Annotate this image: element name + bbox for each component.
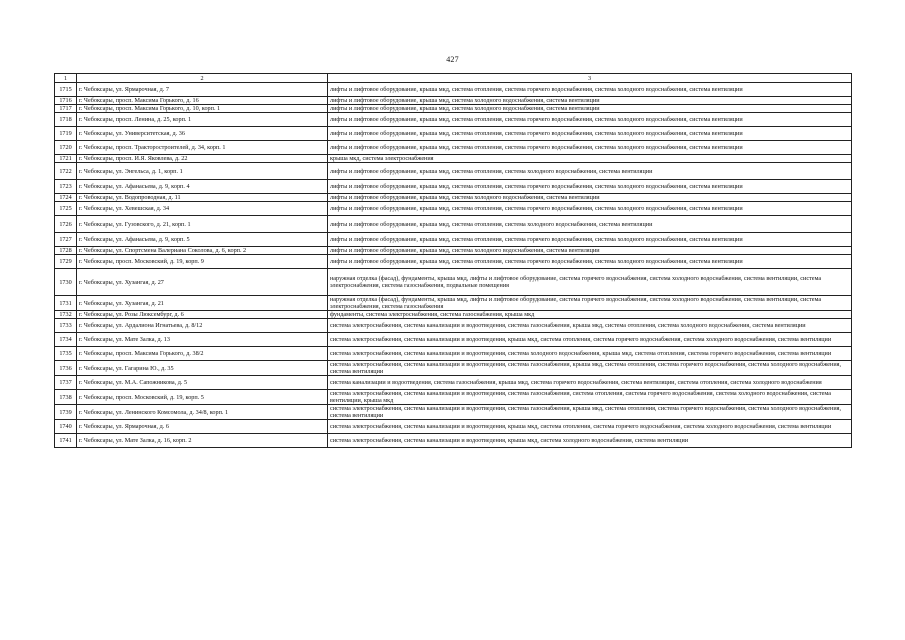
column-header-1: 1 xyxy=(55,74,77,83)
row-address: г. Чебоксары, просп. Максима Горького, д. 10, корп. 1 xyxy=(77,105,328,113)
row-number: 1722 xyxy=(55,163,77,180)
row-systems: лифты и лифтовое оборудование, крыша мкд, система отопления, система холодного водоснабжения, система вентиляции xyxy=(328,216,852,233)
table-row xyxy=(55,202,852,216)
register-table-body xyxy=(55,74,852,448)
row-systems: лифты и лифтовое оборудование, крыша мкд, система отопления, система горячего водоснабжения, система холодного водоснабжения, система вентиляции xyxy=(328,141,852,155)
row-number: 1719 xyxy=(55,127,77,141)
row-address: г. Чебоксары, ул. Ярмарочная, д. 7 xyxy=(77,83,328,97)
row-systems: крыша мкд, система электроснабжения xyxy=(328,155,852,163)
row-number: 1723 xyxy=(55,180,77,194)
table-row xyxy=(55,180,852,194)
row-systems: система электроснабжения, система канализации и водоотведения, система газоснабжения, система отопления, система горячего водоснабжения, система холодного водоснабжения, система вентиляции, крыша мкд xyxy=(328,390,852,405)
column-header-2: 2 xyxy=(77,74,328,83)
row-number: 1741 xyxy=(55,434,77,448)
row-number: 1735 xyxy=(55,347,77,361)
row-address: г. Чебоксары, ул. Розы Люксембург, д. 6 xyxy=(77,311,328,319)
table-row xyxy=(55,113,852,127)
row-systems: система электроснабжения, система канализации и водоотведения, система газоснабжения, крыша мкд, система отопления, система горячего водоснабжения, система холодного водоснабжения, система вентиляции xyxy=(328,405,852,420)
row-address: г. Чебоксары, ул. Водопроводная, д. 11 xyxy=(77,194,328,202)
row-number: 1737 xyxy=(55,376,77,390)
row-systems: система электроснабжения, система канализации и водоотведения, система газоснабжения, крыша мкд, система отопления, система горячего водоснабжения, система холодного водоснабжения, система вентиляции xyxy=(328,361,852,376)
row-address: г. Чебоксары, просп. Московский, д. 19, корп. 9 xyxy=(77,255,328,269)
row-address: г. Чебоксары, просп. И.Я. Яковлева, д. 22 xyxy=(77,155,328,163)
row-systems: наружная отделка (фасад), фундаменты, крыша мкд, лифты и лифтовое оборудование, система горячего водоснабжения, система холодного водоснабжения, система вентиляции, система электроснабжения, система газоснабжения, подвальные помещения xyxy=(328,269,852,296)
row-number: 1739 xyxy=(55,405,77,420)
page-number: 427 xyxy=(446,55,459,64)
row-number: 1725 xyxy=(55,202,77,216)
row-number: 1724 xyxy=(55,194,77,202)
table-row xyxy=(55,311,852,319)
row-number: 1729 xyxy=(55,255,77,269)
table-row xyxy=(55,216,852,233)
table-row xyxy=(55,83,852,97)
table-row xyxy=(55,376,852,390)
row-address: г. Чебоксары, просп. Московский, д. 19, корп. 5 xyxy=(77,390,328,405)
row-number: 1715 xyxy=(55,83,77,97)
row-address: г. Чебоксары, ул. Гагарина Ю., д. 35 xyxy=(77,361,328,376)
row-systems: лифты и лифтовое оборудование, крыша мкд, система отопления, система горячего водоснабжения, система холодного водоснабжения, система вентиляции xyxy=(328,233,852,247)
row-systems: лифты и лифтовое оборудование, крыша мкд, система отопления, система горячего водоснабжения, система холодного водоснабжения, система вентиляции xyxy=(328,180,852,194)
row-address: г. Чебоксары, просп. Тракторостроителей, д. 34, корп. 1 xyxy=(77,141,328,155)
row-number: 1726 xyxy=(55,216,77,233)
row-address: г. Чебоксары, ул. Университетская, д. 36 xyxy=(77,127,328,141)
row-address: г. Чебоксары, просп. Максима Горького, д. 16 xyxy=(77,97,328,105)
row-number: 1736 xyxy=(55,361,77,376)
row-address: г. Чебоксары, ул. М.А. Сапожникова, д. 5 xyxy=(77,376,328,390)
table-row xyxy=(55,347,852,361)
table-row xyxy=(55,420,852,434)
table-row xyxy=(55,390,852,405)
row-number: 1717 xyxy=(55,105,77,113)
row-systems: лифты и лифтовое оборудование, крыша мкд, система холодного водоснабжения, система вентиляции xyxy=(328,97,852,105)
row-address: г. Чебоксары, ул. Спортсмена Валериана Соколова, д. 6, корп. 2 xyxy=(77,247,328,255)
table-row xyxy=(55,194,852,202)
row-address: г. Чебоксары, ул. Ленинского Комсомола, д. 34/8, корп. 1 xyxy=(77,405,328,420)
row-number: 1716 xyxy=(55,97,77,105)
row-systems: лифты и лифтовое оборудование, крыша мкд, система холодного водоснабжения, система вентиляции xyxy=(328,247,852,255)
table-row xyxy=(55,97,852,105)
row-number: 1730 xyxy=(55,269,77,296)
row-number: 1718 xyxy=(55,113,77,127)
row-number: 1728 xyxy=(55,247,77,255)
row-number: 1733 xyxy=(55,319,77,333)
row-address: г. Чебоксары, просп. Максима Горького, д. 38/2 xyxy=(77,347,328,361)
row-systems: наружная отделка (фасад), фундаменты, крыша мкд, лифты и лифтовое оборудование, система горячего водоснабжения, система холодного водоснабжения, система вентиляции, система электроснабжения, система газоснабжения xyxy=(328,296,852,311)
row-address: г. Чебоксары, ул. Ардалиона Игнатьева, д. 8/12 xyxy=(77,319,328,333)
row-systems: лифты и лифтовое оборудование, крыша мкд, система отопления, система горячего водоснабжения, система холодного водоснабжения, система вентиляции xyxy=(328,127,852,141)
row-number: 1731 xyxy=(55,296,77,311)
row-number: 1721 xyxy=(55,155,77,163)
row-systems: лифты и лифтовое оборудование, крыша мкд, система отопления, система горячего водоснабжения, система холодного водоснабжения, система вентиляции xyxy=(328,83,852,97)
row-number: 1740 xyxy=(55,420,77,434)
row-address: г. Чебоксары, ул. Мате Залка, д. 16, корп. 2 xyxy=(77,434,328,448)
table-row xyxy=(55,105,852,113)
row-address: г. Чебоксары, ул. Гузовского, д. 21, корп. 1 xyxy=(77,216,328,233)
row-systems: система электроснабжения, система канализации и водоотведения, крыша мкд, система холодного водоснабжения, система вентиляции xyxy=(328,434,852,448)
row-systems: лифты и лифтовое оборудование, крыша мкд, система отопления, система холодного водоснабжения, система вентиляции xyxy=(328,163,852,180)
table-row xyxy=(55,319,852,333)
row-systems: фундаменты, система электроснабжения, система газоснабжения, крыша мкд xyxy=(328,311,852,319)
table-row xyxy=(55,163,852,180)
row-address: г. Чебоксары, ул. Афанасьева, д. 9, корп. 5 xyxy=(77,233,328,247)
table-row xyxy=(55,233,852,247)
row-systems: система электроснабжения, система канализации и водоотведения, крыша мкд, система отопления, система горячего водоснабжения, система холодного водоснабжения, система вентиляции xyxy=(328,420,852,434)
row-number: 1732 xyxy=(55,311,77,319)
row-systems: система электроснабжения, система канализации и водоотведения, система газоснабжения, крыша мкд, система отопления, система холодного водоснабжения, система вентиляции xyxy=(328,319,852,333)
row-address: г. Чебоксары, ул. Мате Залка, д. 13 xyxy=(77,333,328,347)
table-header-row xyxy=(55,74,852,83)
row-systems: система канализации и водоотведения, система газоснабжения, крыша мкд, система горячего водоснабжения, система вентиляции, система отопления, система холодного водоснабжения xyxy=(328,376,852,390)
table-row xyxy=(55,361,852,376)
row-address: г. Чебоксары, ул. Афанасьева, д. 9, корп. 4 xyxy=(77,180,328,194)
row-number: 1734 xyxy=(55,333,77,347)
row-address: г. Чебоксары, ул. Хузангая, д. 21 xyxy=(77,296,328,311)
row-systems: лифты и лифтовое оборудование, крыша мкд, система холодного водоснабжения, система вентиляции xyxy=(328,105,852,113)
table-row xyxy=(55,127,852,141)
row-number: 1720 xyxy=(55,141,77,155)
column-header-3: 3 xyxy=(328,74,852,83)
row-systems: лифты и лифтовое оборудование, крыша мкд, система отопления, система горячего водоснабжения, система холодного водоснабжения, система вентиляции xyxy=(328,113,852,127)
table-row xyxy=(55,141,852,155)
row-address: г. Чебоксары, ул. Хузангая, д. 27 xyxy=(77,269,328,296)
row-number: 1727 xyxy=(55,233,77,247)
row-address: г. Чебоксары, ул. Ярмарочная, д. 6 xyxy=(77,420,328,434)
table-row xyxy=(55,405,852,420)
row-systems: лифты и лифтовое оборудование, крыша мкд, система отопления, система горячего водоснабжения, система холодного водоснабжения, система вентиляции xyxy=(328,255,852,269)
row-systems: лифты и лифтовое оборудование, крыша мкд, система отопления, система горячего водоснабжения, система холодного водоснабжения, система вентиляции xyxy=(328,202,852,216)
row-address: г. Чебоксары, ул. Хевешская, д. 34 xyxy=(77,202,328,216)
table-row xyxy=(55,333,852,347)
table-row xyxy=(55,155,852,163)
row-number: 1738 xyxy=(55,390,77,405)
table-row xyxy=(55,247,852,255)
table-row xyxy=(55,296,852,311)
table-row xyxy=(55,255,852,269)
row-systems: система электроснабжения, система канализации и водоотведения, крыша мкд, система отопления, система горячего водоснабжения, система холодного водоснабжения, система вентиляции xyxy=(328,333,852,347)
row-systems: система электроснабжения, система канализации и водоотведения, система холодного водоснабжения, крыша мкд, система отопления, система горячего водоснабжения, система вентиляции xyxy=(328,347,852,361)
table-row xyxy=(55,434,852,448)
row-address: г. Чебоксары, ул. Энгельса, д. 1, корп. 1 xyxy=(77,163,328,180)
row-systems: лифты и лифтовое оборудование, крыша мкд, система холодного водоснабжения, система вентиляции xyxy=(328,194,852,202)
row-address: г. Чебоксары, просп. Ленина, д. 25, корп. 1 xyxy=(77,113,328,127)
table-row xyxy=(55,269,852,296)
register-table xyxy=(54,73,852,448)
